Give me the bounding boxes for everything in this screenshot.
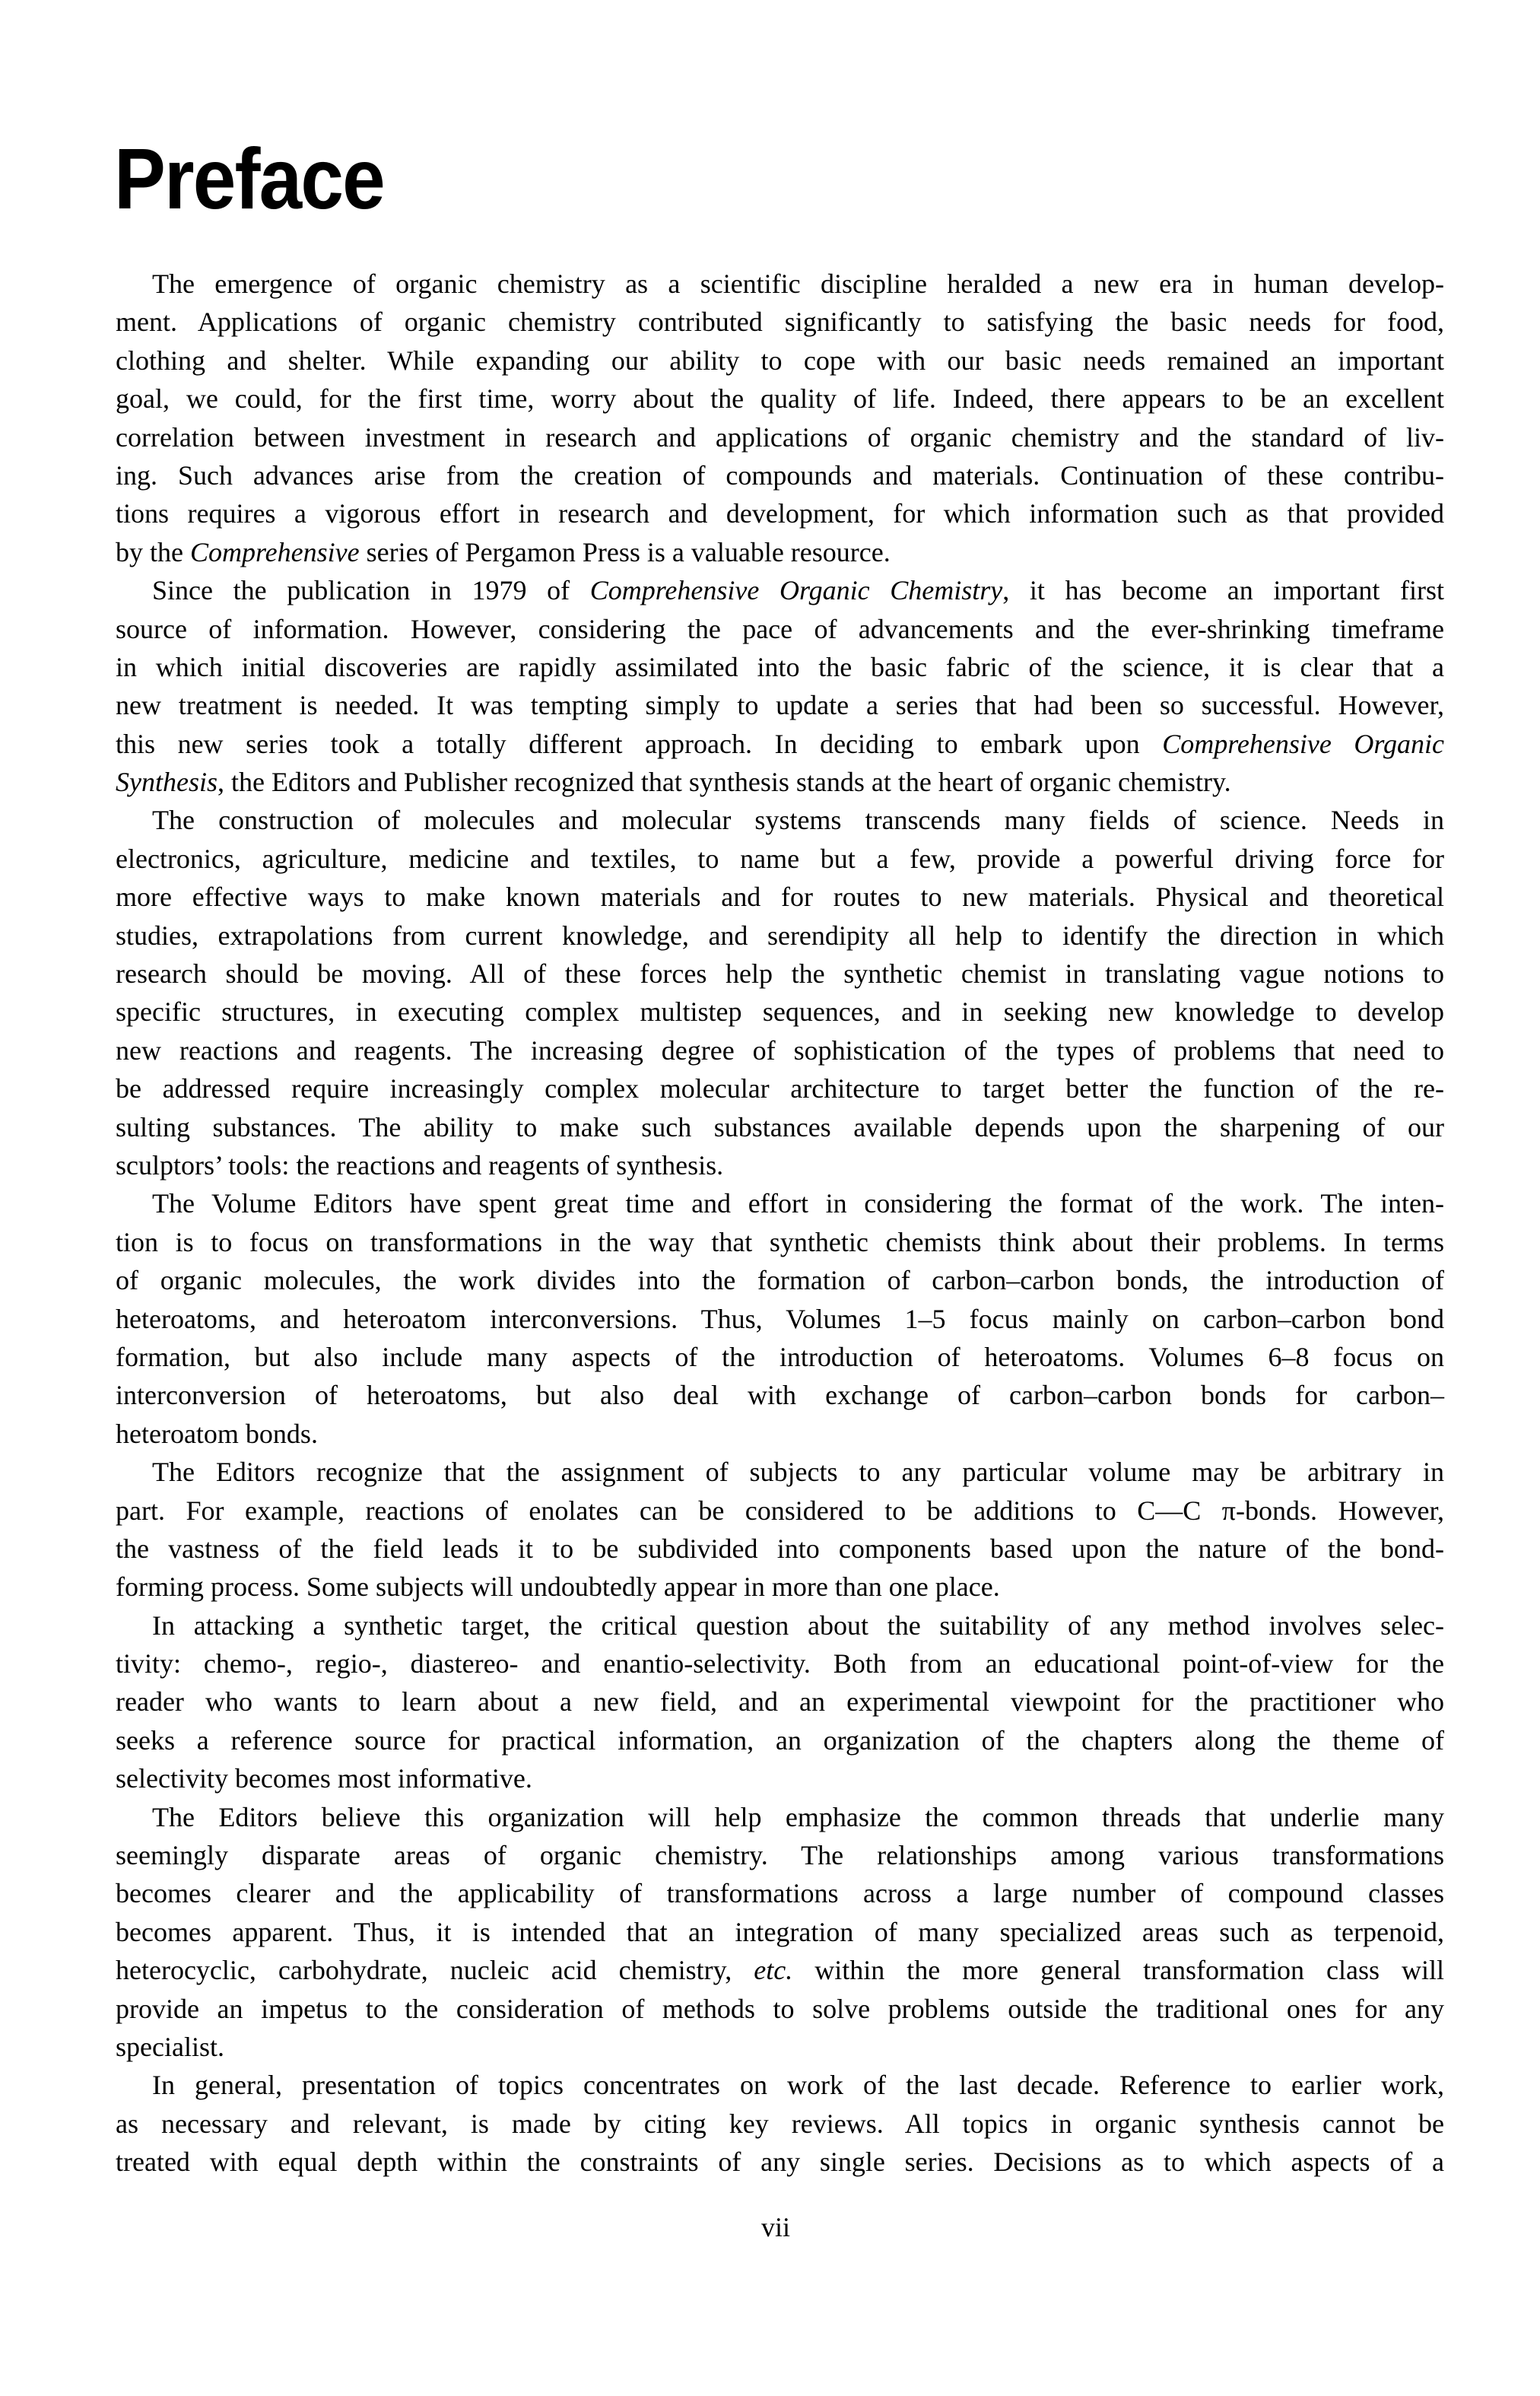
italic-title-text: Comprehensive Organic Chemistry: [589, 575, 1003, 606]
text-line: correlation between investment in research and applications of organic chemistry and the standard of liv-: [116, 421, 1444, 453]
text-line: the vastness of the field leads it to be subdivided into components based upon the nature of the bond-: [116, 1533, 1444, 1564]
italic-title-text: Synthesis: [116, 767, 218, 798]
text-line: selectivity becomes most informative.: [116, 1763, 532, 1794]
text-line: The Editors believe this organization will help emphasize the common threads that underlie many: [152, 1801, 1444, 1832]
text-line: seemingly disparate areas of organic chemistry. The relationships among various transformations: [116, 1840, 1444, 1871]
text-line: tivity: chemo-, regio-, diastereo- and enantio-selectivity. Both from an educational point-of-view for the: [116, 1648, 1444, 1679]
paragraph: [116, 1798, 1444, 2067]
text-line: part. For example, reactions of enolates can be considered to be additions to C—C π-bonds. However,: [116, 1495, 1444, 1526]
text-span: this new series took a totally different approach. In deciding to embark upon: [116, 728, 1163, 759]
text-line: more effective ways to make known materials and for routes to new materials. Physical and theoretical: [116, 882, 1444, 913]
text-span: series of Pergamon Press is a valuable resource.: [359, 536, 891, 567]
text-line: [116, 1951, 1444, 1989]
text-line: clothing and shelter. While expanding our ability to cope with our basic needs remained an important: [116, 345, 1444, 376]
text-line: sulting substances. The ability to make such substances available depends upon the sharpening of our: [116, 1111, 1444, 1142]
text-span: within the more general transformation class will: [792, 1955, 1444, 1986]
text-line: as necessary and relevant, is made by citing key reviews. All topics in organic synthesis cannot be: [116, 2108, 1444, 2139]
text-line: formation, but also include many aspects of the introduction of heteroatoms. Volumes 6–8 focus on: [116, 1341, 1444, 1372]
text-line: research should be moving. All of these forces help the synthetic chemist in translating vague notions to: [116, 958, 1444, 990]
italic-title-text: Comprehensive Organic: [1162, 728, 1444, 759]
text-line: in which initial discoveries are rapidly assimilated into the basic fabric of the science, it is clear that a: [116, 651, 1444, 682]
paragraph: [116, 801, 1444, 1184]
text-span: by the: [116, 536, 190, 567]
text-line: new treatment is needed. It was tempting simply to update a series that had been so successful. However,: [116, 690, 1444, 721]
paragraph: [116, 571, 1444, 801]
text-line: interconversion of heteroatoms, but also deal with exchange of carbon–carbon bonds for carbon–: [116, 1380, 1444, 1411]
paragraph: [116, 265, 1444, 571]
text-line: source of information. However, considering the pace of advancements and the ever-shrinking timeframe: [116, 613, 1444, 644]
text-line: specific structures, in executing complex multistep sequences, and in seeking new knowledge to develop: [116, 996, 1444, 1028]
text-line: In attacking a synthetic target, the critical question about the suitability of any method involves selec-: [152, 1610, 1444, 1641]
text-line: The Editors recognize that the assignment of subjects to any particular volume may be arbitrary in: [152, 1457, 1444, 1488]
text-line: seeks a reference source for practical information, an organization of the chapters along the theme of: [116, 1724, 1444, 1756]
text-line: goal, we could, for the first time, worry about the quality of life. Indeed, there appears to be an excellent: [116, 383, 1444, 415]
page-title: Preface: [114, 131, 384, 227]
text-line: tion is to focus on transformations in the way that synthetic chemists think about their problems. In terms: [116, 1226, 1444, 1257]
page-number: vii: [760, 2212, 790, 2242]
paragraph: [116, 1453, 1444, 1606]
text-line: The emergence of organic chemistry as a scientific discipline heralded a new era in human develop-: [152, 269, 1444, 299]
text-line: [116, 533, 1444, 571]
paragraph: [116, 2066, 1444, 2181]
italic-title-text: etc.: [754, 1955, 793, 1986]
text-line: electronics, agriculture, medicine and textiles, to name but a few, provide a powerful driving force for: [116, 843, 1444, 874]
text-line: of organic molecules, the work divides into the formation of carbon–carbon bonds, the introduction of: [116, 1265, 1444, 1296]
text-line: The Volume Editors have spent great time and effort in considering the format of the work. The inten-: [152, 1188, 1444, 1219]
text-line: becomes apparent. Thus, it is intended that an integration of many specialized areas such as terpenoid,: [116, 1916, 1444, 1947]
text-line: ing. Such advances arise from the creation of compounds and materials. Continuation of these contribu-: [116, 459, 1444, 491]
text-line: sculptors’ tools: the reactions and reagents of synthesis.: [116, 1149, 724, 1181]
text-line: be addressed require increasingly complex molecular architecture to target better the function of the re-: [116, 1073, 1444, 1104]
text-line: specialist.: [116, 2031, 224, 2062]
text-line: heteroatoms, and heteroatom interconversions. Thus, Volumes 1–5 focus mainly on carbon–carbon bond: [116, 1303, 1444, 1334]
text-line: tions requires a vigorous effort in research and development, for which information such as that provided: [116, 498, 1444, 529]
text-span: Since the publication in 1979 of: [152, 575, 590, 606]
text-line: The construction of molecules and molecular systems transcends many fields of science. Needs in: [152, 805, 1444, 836]
text-line: ment. Applications of organic chemistry contributed significantly to satisfying the basic needs for food,: [116, 307, 1444, 338]
italic-title-text: Comprehensive: [189, 536, 360, 567]
text-line: [116, 725, 1444, 763]
text-line: [116, 571, 1444, 609]
text-line: new reactions and reagents. The increasing degree of sophistication of the types of problems that need to: [116, 1034, 1444, 1066]
paragraph: [116, 1606, 1444, 1798]
text-line: [116, 763, 1444, 801]
text-line: studies, extrapolations from current knowledge, and serendipity all help to identify the direction in which: [116, 920, 1444, 951]
paragraph: [116, 1184, 1444, 1453]
text-span: , it has become an important first: [1002, 575, 1444, 606]
text-line: becomes clearer and the applicability of transformations across a large number of compound classes: [116, 1878, 1444, 1909]
text-line: In general, presentation of topics concentrates on work of the last decade. Reference to earlier work,: [152, 2070, 1444, 2101]
text-span: heterocyclic, carbohydrate, nucleic acid chemistry,: [116, 1955, 754, 1986]
preface-body: [116, 265, 1444, 2182]
text-span: , the Editors and Publisher recognized that synthesis stands at the heart of organic chemistry.: [217, 767, 1231, 798]
text-line: provide an impetus to the consideration of methods to solve problems outside the traditional ones for any: [116, 1993, 1444, 2024]
text-line: heteroatom bonds.: [116, 1418, 318, 1449]
text-line: treated with equal depth within the constraints of any single series. Decisions as to which aspects of a: [116, 2147, 1444, 2178]
text-line: reader who wants to learn about a new field, and an experimental viewpoint for the practitioner who: [116, 1686, 1444, 1718]
text-line: forming process. Some subjects will undoubtedly appear in more than one place.: [116, 1571, 1000, 1603]
